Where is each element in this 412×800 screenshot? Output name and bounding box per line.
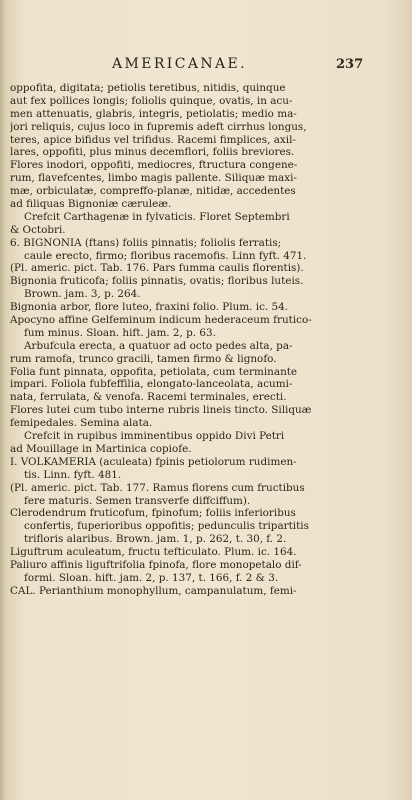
text-line: fere maturis. Semen transverfe diffciffum). xyxy=(24,494,251,507)
text-line: impari. Foliola fubfeffilia, elongato-lanceolata, acumi- xyxy=(10,378,293,391)
body-text xyxy=(10,82,394,598)
text-line: (Pl. americ. pict. Tab. 177. Ramus florens cum fructibus xyxy=(10,481,305,494)
text-line: Bignonia arbor, flore luteo, fraxini folio. Plum. ic. 54. xyxy=(10,301,289,314)
text-line: Brown. jam. 3, p. 264. xyxy=(24,288,141,301)
text-line: mæ, orbiculatæ, compreffo-planæ, nitidæ, accedentes xyxy=(10,185,296,198)
text-line: teres, apice bifidus vel trifidus. Racemi fimplices, axil- xyxy=(10,133,296,146)
text-line: caule erecto, firmo; floribus racemofis. Linn fyft. 471. xyxy=(24,249,307,262)
text-line: femipedales. Semina alata. xyxy=(10,417,153,430)
text-line: Bignonia fruticofa; foliis pinnatis, ovatis; floribus luteis. xyxy=(10,275,304,288)
text-line: ad filiquas Bignoniæ cæruleæ. xyxy=(10,198,172,211)
text-line: aut fex pollices longis; foliolis quinque, ovatis, in acu- xyxy=(10,94,293,107)
text-line: confertis, fuperioribus oppofitis; pedunculis tripartitis xyxy=(24,520,309,533)
text-line: lares, oppofiti, plus minus decemflori, foliis breviores. xyxy=(10,146,295,159)
text-line: Arbufcula erecta, a quatuor ad octo pedes alta, pa- xyxy=(24,339,293,352)
text-line: & Octobri. xyxy=(10,223,66,236)
text-line: Paliuro affinis liguftrifolia fpinofa, flore monopetalo dif- xyxy=(10,558,302,571)
running-head xyxy=(0,56,412,76)
spine-shadow xyxy=(0,0,6,800)
text-line: formi. Sloan. hift. jam. 2, p. 137, t. 166, f. 2 & 3. xyxy=(24,571,279,584)
running-title: AMERICANAE. xyxy=(112,56,247,72)
text-line: ad Mouillage in Martinica copiofe. xyxy=(10,442,192,455)
text-line: oppofita, digitata; petiolis teretibus, nitidis, quinque xyxy=(10,82,286,94)
text-line: trifloris alaribus. Brown. jam. 1, p. 262, t. 30, f. 2. xyxy=(24,533,287,546)
text-line: rum ramofa, trunco gracili, tamen firmo & lignofo. xyxy=(10,352,277,365)
text-line: men attenuatis, glabris, integris, petiolatis; medio ma- xyxy=(10,107,297,120)
text-line: Liguftrum aculeatum, fructu tefticulato. Plum. ic. 164. xyxy=(10,546,297,559)
text-line: Apocyno affine Gelfeminum indicum hederaceum frutico- xyxy=(10,314,312,327)
text-line: nata, ferrulata, & venofa. Racemi terminales, erecti. xyxy=(10,391,287,404)
text-line: I. VOLKAMERIA (aculeata) fpinis petiolorum rudimen- xyxy=(10,455,297,468)
text-line: (Pl. americ. pict. Tab. 176. Pars fumma caulis florentis). xyxy=(10,262,304,275)
text-line: tis. Linn. fyft. 481. xyxy=(24,468,122,481)
text-line: Flores inodori, oppofiti, mediocres, ftructura congene- xyxy=(10,159,298,172)
text-line: Crefcit in rupibus imminentibus oppido Divi Petri xyxy=(24,430,285,443)
text-line: rum, flavefcentes, limbo magis pallente. Siliquæ maxi- xyxy=(10,172,297,185)
text-line: fum minus. Sloan. hift. jam. 2, p. 63. xyxy=(24,326,216,339)
text-line: Folia funt pinnata, oppofita, petiolata, cum terminante xyxy=(10,365,298,378)
text-line: 6. BIGNONIA (ftans) foliis pinnatis; foliolis ferratis; xyxy=(10,236,282,249)
text-line: jori reliquis, cujus loco in fupremis adeft cirrhus longus, xyxy=(10,120,307,133)
text-line: Crefcit Carthagenæ in fylvaticis. Floret Septembri xyxy=(24,210,290,223)
text-line: Flores lutei cum tubo interne rubris lineis tincto. Siliquæ xyxy=(10,404,312,417)
page-number: 237 xyxy=(336,57,364,72)
text-line: CAL. Perianthium monophyllum, campanulatum, femi- xyxy=(10,584,297,597)
text-line: Clerodendrum fruticofum, fpinofum; foliis inferioribus xyxy=(10,507,296,520)
